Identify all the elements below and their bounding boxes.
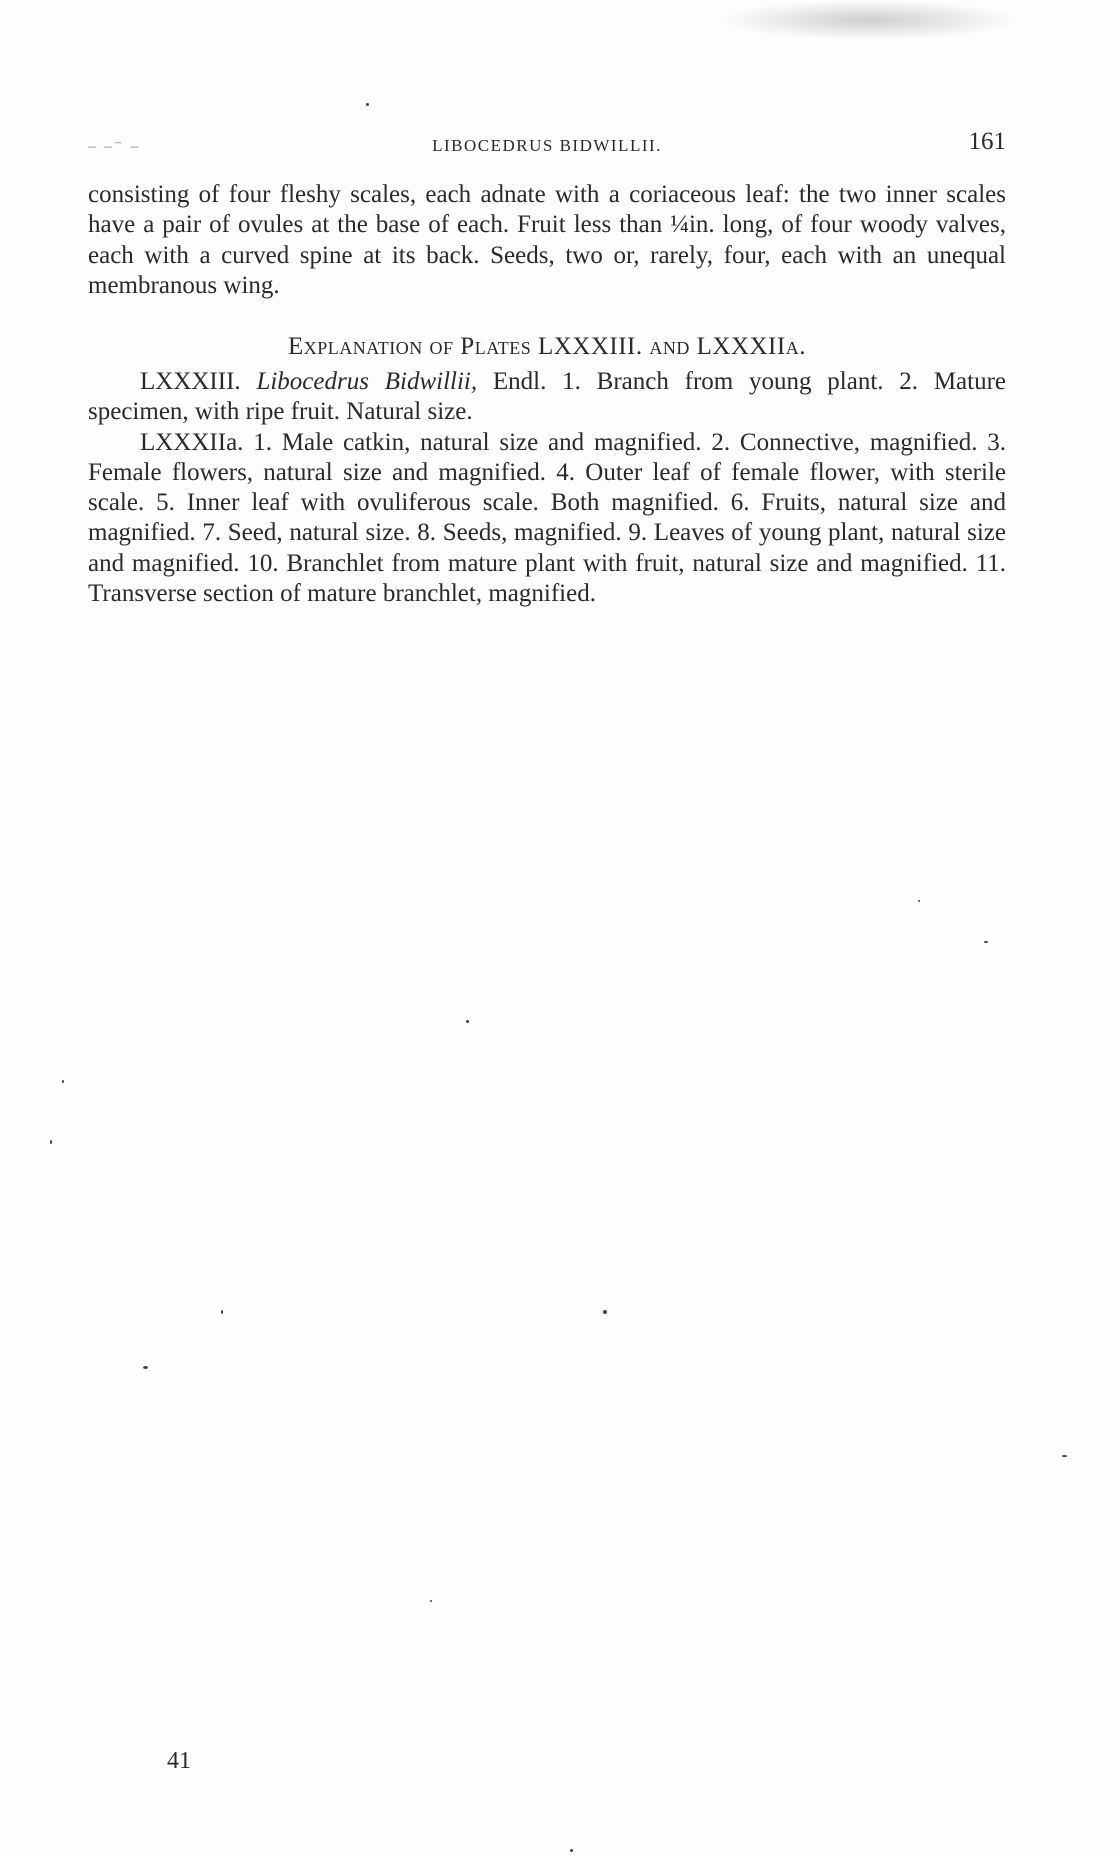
plate-82a-text: 1. Male catkin, natural size and magnified. 2. Connective, magnified. 3. Female flowers, natural size and magnified. 4. Outer leaf of female flower, with sterile scale. 5. Inner leaf with ovuliferous scale. Both magnified. 6. Fruits, natural size and magnified. 7. Seed, natural size. 8. Seeds, magnified. 9. Leaves of young plant, natural size and magnified. 10. Branchlet from mature plant with fruit, natural size and magnified. 11. Transverse section of mature branchlet, magnified. [88, 428, 1006, 608]
scan-speck [143, 1366, 148, 1369]
scan-speck [466, 1020, 469, 1023]
signature-mark: 41 [167, 1748, 191, 1774]
plate-83-entry [88, 367, 1006, 428]
scan-speck [221, 1310, 223, 1314]
scan-speck [603, 1310, 607, 1314]
scan-speck [570, 1849, 573, 1852]
scan-smudge [720, 0, 1020, 40]
scan-speck [62, 1080, 64, 1083]
explanation-heading: Explanation of Plates LXXXIII. and LXXXIIa. [288, 333, 806, 360]
plate-83-text: Endl. 1. Branch from young plant. 2. Mature specimen, with ripe fruit. Natural size. [88, 368, 1007, 426]
scan-speck [430, 1600, 432, 1602]
page-header [88, 128, 1006, 164]
running-head: LIBOCEDRUS BIDWILLII. [432, 136, 662, 155]
plate-82a-entry [88, 428, 1006, 610]
margin-mark: – –⁻ – [88, 138, 141, 155]
plate-82a-label: LXXXIIa. [140, 428, 244, 456]
plate-explanations [88, 367, 1006, 609]
scan-speck [918, 900, 920, 902]
scan-speck [984, 941, 988, 943]
plate-83-label: LXXXIII. [140, 368, 241, 395]
scan-speck [1062, 1455, 1067, 1457]
intro-paragraph: consisting of four fleshy scales, each adnate with a coriaceous leaf: the two inner scales have a pair of ovules at the base of each. Fruit less than ¼in. long, of four woody valves, each with a curved spine at its back. Seeds, two or, rarely, four, each with an unequal membranous wing. [88, 181, 1006, 299]
page-number: 161 [968, 128, 1006, 155]
scan-speck [50, 1140, 52, 1144]
plate-83-species: Libocedrus Bidwillii, [256, 368, 478, 395]
scan-speck [366, 103, 369, 106]
intro-paragraph-block [88, 180, 1006, 301]
